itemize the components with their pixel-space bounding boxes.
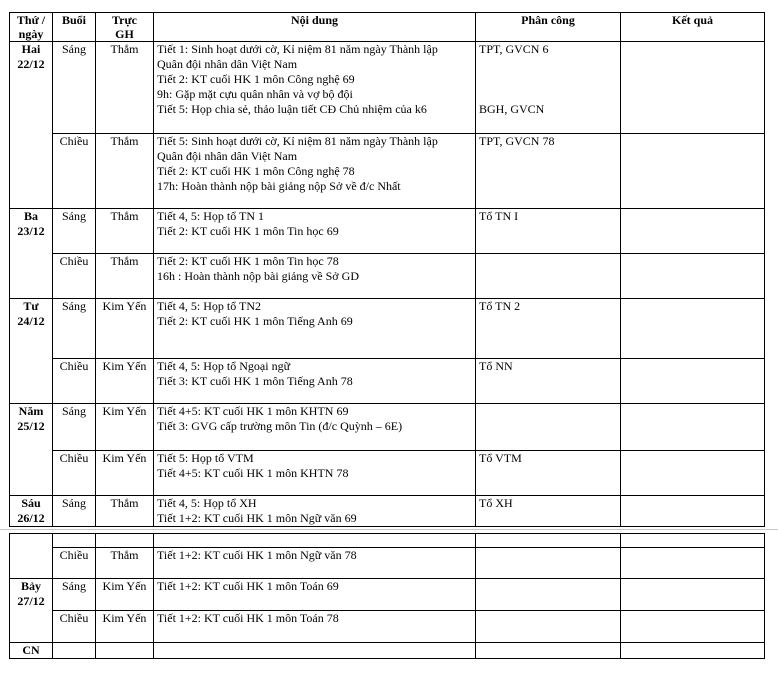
- assignment-spacer: [479, 57, 617, 102]
- content-line: 9h: Gặp mặt cựu quân nhân và vợ bộ đội: [157, 87, 353, 101]
- day-cell-hai: [10, 42, 53, 209]
- day-name: Hai: [21, 42, 41, 56]
- session-cell: Sáng: [53, 404, 96, 451]
- content-cell: [154, 451, 476, 496]
- content-line: Tiết 5: Họp tổ VTM: [157, 451, 254, 465]
- result-cell[interactable]: [621, 42, 765, 134]
- assignment-cell: Tổ TN 2: [476, 299, 621, 359]
- content-cell: [154, 134, 476, 209]
- duty-cell: Thắm: [96, 254, 154, 299]
- table-row: [10, 359, 765, 404]
- header-result: Kết quả: [621, 13, 765, 42]
- session-cell: Chiều: [53, 451, 96, 496]
- result-cell[interactable]: [621, 359, 765, 404]
- content-line: Tiết 1+2: KT cuối HK 1 môn Toán 69: [157, 579, 339, 593]
- day-date: 26/12: [17, 511, 45, 525]
- content-cell: [154, 643, 476, 659]
- day-name: Sáu: [21, 496, 41, 510]
- content-line: 16h : Hoàn thành nộp bài giảng về Sở GD: [157, 269, 359, 283]
- header-assignment: Phân công: [476, 13, 621, 42]
- content-line: Tiết 2: KT cuối HK 1 môn Tin học 69: [157, 224, 339, 238]
- session-cell: Chiều: [53, 254, 96, 299]
- session-cell: [53, 643, 96, 659]
- session-cell: Sáng: [53, 579, 96, 611]
- table-row: [10, 579, 765, 611]
- content-line: Tiết 4+5: KT cuối HK 1 môn KHTN 78: [157, 466, 349, 480]
- duty-cell: Kim Yến: [96, 359, 154, 404]
- session-cell: Sáng: [53, 299, 96, 359]
- duty-cell: Thắm: [96, 42, 154, 134]
- duty-cell: Thắm: [96, 134, 154, 209]
- assignment-cell: [476, 404, 621, 451]
- duty-cell: Kim Yến: [96, 611, 154, 643]
- table-row: [10, 42, 765, 134]
- duty-cell: Kim Yến: [96, 451, 154, 496]
- header-duty-line1: Trực: [112, 13, 137, 27]
- assignment-line: TPT, GVCN 6: [479, 42, 549, 56]
- table-row: [10, 451, 765, 496]
- table-row: [10, 254, 765, 299]
- session-cell: Chiều: [53, 548, 96, 579]
- assignment-cell: [476, 42, 621, 134]
- day-cell-tu: [10, 299, 53, 404]
- content-line: Tiết 5: Họp chia sẻ, thảo luận tiết CĐ Chủ nhiệm của k6: [157, 102, 427, 116]
- result-cell[interactable]: [621, 534, 765, 548]
- content-cell: [154, 254, 476, 299]
- content-line: Tiết 4+5: KT cuối HK 1 môn KHTN 69: [157, 404, 349, 418]
- assignment-cell: [476, 548, 621, 579]
- session-cell: [53, 534, 96, 548]
- header-day-line1: Thứ /: [16, 13, 46, 27]
- content-line: Tiết 5: Sinh hoạt dưới cờ, Kỉ niệm 81 năm ngày Thành lập: [157, 134, 438, 148]
- header-content: Nội dung: [154, 13, 476, 42]
- day-cell-bay: [10, 579, 53, 643]
- content-line: Tiết 1+2: KT cuối HK 1 môn Toán 78: [157, 611, 339, 625]
- result-cell[interactable]: [621, 548, 765, 579]
- duty-cell: [96, 534, 154, 548]
- day-cell-sau: [10, 496, 53, 527]
- day-cell-cn: CN: [10, 643, 53, 659]
- content-line: 17h: Hoàn thành nộp bài giảng nộp Sở về đ/c Nhất: [157, 179, 401, 193]
- day-name: Năm: [18, 404, 44, 418]
- assignment-cell: TPT, GVCN 78: [476, 134, 621, 209]
- content-cell: [154, 299, 476, 359]
- result-cell[interactable]: [621, 134, 765, 209]
- duty-cell: Thắm: [96, 209, 154, 254]
- day-date: 27/12: [17, 594, 45, 608]
- weekly-schedule-table: [9, 12, 765, 527]
- day-date: 23/12: [17, 224, 45, 238]
- content-line: Quân đội nhân dân Việt Nam: [157, 149, 298, 163]
- header-duty: [96, 13, 154, 42]
- content-line: Tiết 4, 5: Họp tổ TN 1: [157, 209, 265, 223]
- content-line: Tiết 1+2: KT cuối HK 1 môn Ngữ văn 69: [157, 511, 357, 525]
- content-line: Tiết 2: KT cuối HK 1 môn Tiếng Anh 69: [157, 314, 353, 328]
- day-cell-nam: [10, 404, 53, 496]
- header-session: Buổi: [53, 13, 96, 42]
- assignment-cell: [476, 643, 621, 659]
- page-break-line: [0, 529, 778, 530]
- header-day: [10, 13, 53, 42]
- day-cell-ba: [10, 209, 53, 299]
- table-row: [10, 404, 765, 451]
- content-cell: [154, 534, 476, 548]
- content-line: Tiết 4, 5: Họp tổ TN2: [157, 299, 262, 313]
- duty-cell: [96, 643, 154, 659]
- content-line: Tiết 4, 5: Họp tổ XH: [157, 496, 257, 510]
- header-duty-line2: GH: [115, 27, 134, 41]
- day-date: 22/12: [17, 57, 45, 71]
- result-cell[interactable]: [621, 611, 765, 643]
- result-cell[interactable]: [621, 643, 765, 659]
- content-cell: [154, 359, 476, 404]
- content-cell: [154, 42, 476, 134]
- content-cell: [154, 209, 476, 254]
- content-line: Tiết 3: GVG cấp trường môn Tin (đ/c Quỳnh – 6E): [157, 419, 403, 433]
- content-line: Tiết 3: KT cuối HK 1 môn Tiếng Anh 78: [157, 374, 353, 388]
- weekly-schedule-table-continued: [9, 533, 765, 659]
- duty-cell: Kim Yến: [96, 404, 154, 451]
- content-line: Tiết 4, 5: Họp tổ Ngoại ngữ: [157, 359, 291, 373]
- content-cell: [154, 404, 476, 451]
- content-line: Tiết 1: Sinh hoạt dưới cờ, Kỉ niệm 81 năm ngày Thành lập: [157, 42, 438, 56]
- content-line: Tiết 2: KT cuối HK 1 môn Công nghệ 69: [157, 72, 355, 86]
- session-cell: Chiều: [53, 134, 96, 209]
- header-row: [10, 13, 765, 42]
- assignment-cell: Tổ TN I: [476, 209, 621, 254]
- session-cell: Sáng: [53, 209, 96, 254]
- content-cell: [154, 548, 476, 579]
- table-row: [10, 209, 765, 254]
- table-row: [10, 643, 765, 659]
- result-cell[interactable]: [621, 299, 765, 359]
- duty-cell: Kim Yến: [96, 299, 154, 359]
- assignment-cell: Tổ NN: [476, 359, 621, 404]
- content-line: Quân đội nhân dân Việt Nam: [157, 57, 298, 71]
- day-date: 25/12: [17, 419, 45, 433]
- duty-cell: Kim Yến: [96, 579, 154, 611]
- header-day-line2: ngày: [18, 27, 44, 41]
- day-name: Ba: [23, 209, 38, 223]
- duty-cell: Thắm: [96, 548, 154, 579]
- assignment-cell: [476, 534, 621, 548]
- day-cell-sau-continued: [10, 534, 53, 579]
- assignment-cell: [476, 579, 621, 611]
- session-cell: Sáng: [53, 496, 96, 527]
- assignment-cell: [476, 254, 621, 299]
- content-line: Tiết 2: KT cuối HK 1 môn Tin học 78: [157, 254, 339, 268]
- day-date: 24/12: [17, 314, 45, 328]
- result-cell[interactable]: [621, 209, 765, 254]
- session-cell: Chiều: [53, 611, 96, 643]
- day-name: Tư: [23, 299, 39, 313]
- content-cell: [154, 611, 476, 643]
- assignment-cell: [476, 611, 621, 643]
- assignment-cell: Tổ XH: [476, 496, 621, 527]
- day-name: Bảy: [20, 579, 41, 593]
- assignment-cell: Tổ VTM: [476, 451, 621, 496]
- content-cell: [154, 579, 476, 611]
- session-cell: Sáng: [53, 42, 96, 134]
- table-row: [10, 548, 765, 579]
- table-row: [10, 134, 765, 209]
- result-cell[interactable]: [621, 404, 765, 451]
- content-line: Tiết 2: KT cuối HK 1 môn Công nghệ 78: [157, 164, 355, 178]
- content-line: Tiết 1+2: KT cuối HK 1 môn Ngữ văn 78: [157, 548, 357, 562]
- assignment-line: BGH, GVCN: [479, 102, 545, 116]
- session-cell: Chiều: [53, 359, 96, 404]
- result-cell[interactable]: [621, 451, 765, 496]
- result-cell[interactable]: [621, 579, 765, 611]
- table-row: [10, 611, 765, 643]
- content-cell: [154, 496, 476, 527]
- result-cell[interactable]: [621, 254, 765, 299]
- duty-cell: Thắm: [96, 496, 154, 527]
- table-row: [10, 299, 765, 359]
- table-row: [10, 496, 765, 527]
- result-cell[interactable]: [621, 496, 765, 527]
- table-row: [10, 534, 765, 548]
